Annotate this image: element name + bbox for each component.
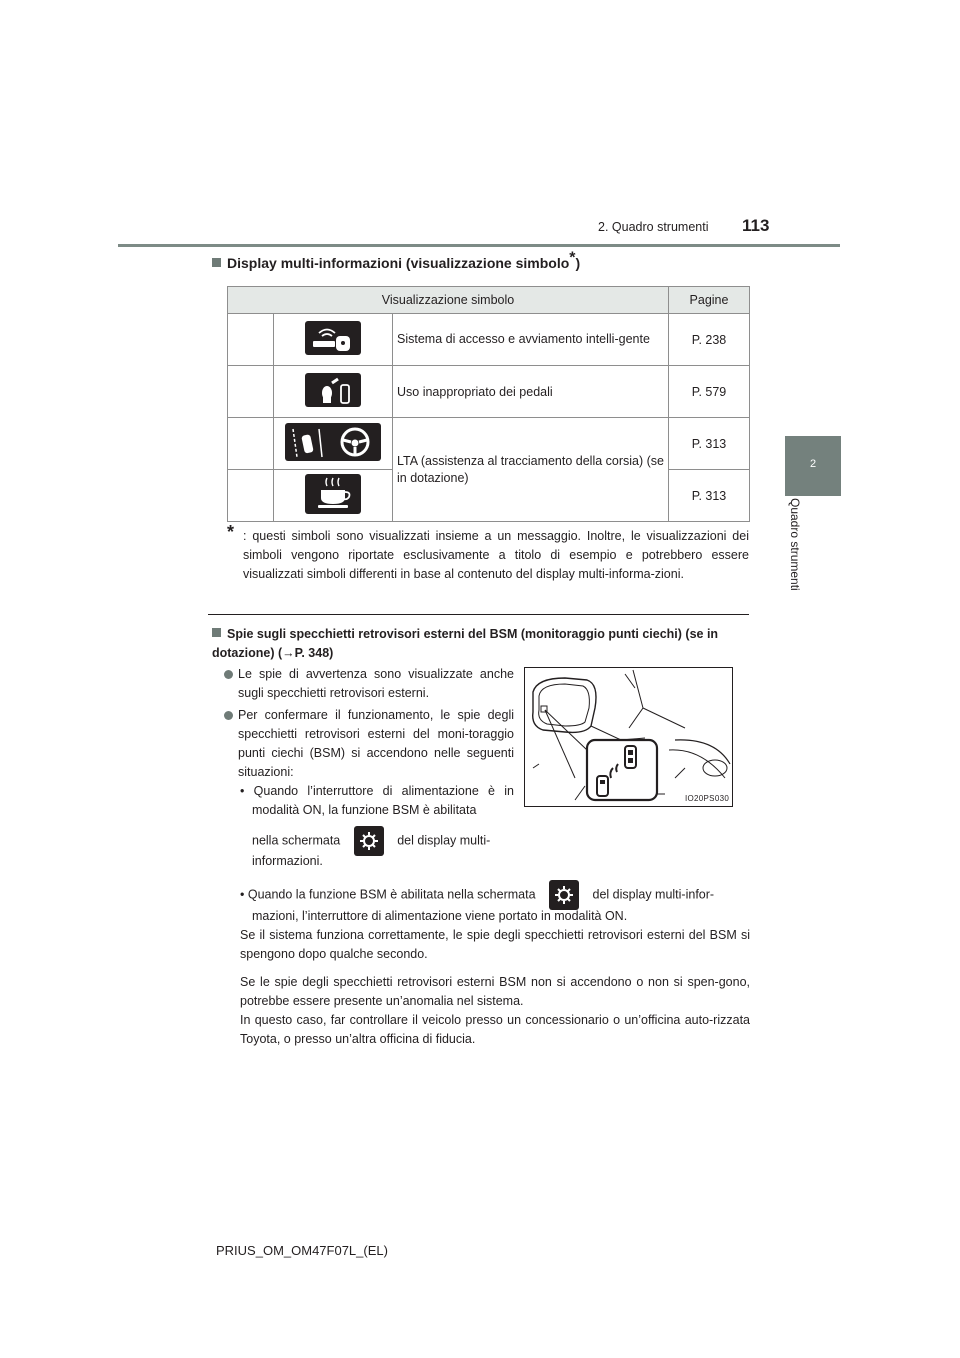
table-cell-icon [274, 314, 393, 366]
display-title-star: * [569, 249, 576, 267]
figure-code: IO20PS030 [685, 794, 730, 803]
bsm-title-text: Spie sugli specchietti retrovisori esterni del BSM (monitoraggio punti ciechi) (se in dotazione) (→P. 348) [212, 627, 719, 660]
table-cell-empty [228, 314, 274, 366]
table-cell-empty [228, 470, 274, 522]
page-number: 113 [742, 216, 770, 235]
header-symbol: Visualizzazione simbolo [228, 287, 669, 314]
bsm-para-3: In questo caso, far controllare il veicolo presso un concessionario o un’officina auto-rizzata Toyota, o presso un’altra officina di fiducia. [240, 1013, 750, 1046]
footnote-text: : questi simboli sono visualizzati insieme a un messaggio. Inoltre, le visualizzazioni dei simboli vengono riportate esclusivamente a titolo di esempio e potrebbero essere visualizzati simboli differenti in base al contenuto del display multi-informa-zioni. [243, 529, 749, 581]
section-divider [208, 614, 749, 615]
row-description: LTA (assistenza al tracciamento della corsia) (se in dotazione) [397, 453, 665, 485]
table-cell-page: P. 238 [669, 314, 750, 366]
table-row [228, 366, 750, 418]
bsm-sub-1 [240, 782, 514, 820]
display-section-title [212, 249, 581, 271]
chapter-tab [785, 436, 841, 496]
table-cell-desc: Uso inappropriato dei pedali [393, 366, 669, 418]
mirror-drawing [525, 668, 732, 806]
bsm-para-1: Se il sistema funziona correttamente, le spie degli specchietti retrovisori esterni del BSM si spengono dopo qualche secondo. [240, 928, 750, 961]
settings-gear-icon [354, 826, 384, 856]
bsm-sub-1-end: informazioni. [252, 854, 323, 868]
bsm-sub-2 [240, 880, 750, 910]
footnote-star: * [227, 522, 235, 542]
bsm-mirror-illustration [524, 667, 733, 807]
coffee-cup-icon [305, 474, 361, 514]
square-bullet-icon [212, 628, 221, 637]
table-cell-desc [393, 314, 669, 366]
bullet-item [224, 665, 514, 703]
sub-item-text: del display multi-infor- [592, 887, 715, 902]
bullet-text: Per confermare il funzionamento, le spie degli specchietti retrovisori esterni del moni-toraggio punti ciechi (BSM) si accendono nelle seguenti situazioni: [238, 708, 514, 779]
section-title: 2. Quadro strumenti [598, 220, 709, 234]
table-cell-page: P. 313 [669, 470, 750, 522]
table-row [228, 418, 750, 470]
display-title-text: Display multi-informazioni (visualizzazione simbolo [227, 255, 570, 271]
table-cell-page: P. 579 [669, 366, 750, 418]
smart-key-icon [305, 321, 361, 355]
bsm-section-title [212, 625, 752, 663]
bullet-item [224, 706, 514, 782]
table-header-row [228, 287, 750, 314]
header-rule [118, 244, 840, 247]
display-title-end: ) [575, 255, 581, 271]
sub-item-text: • Quando la funzione BSM è abilitata nella schermata [240, 887, 536, 902]
bullet-text: Le spie di avvertenza sono visualizzate anche sugli specchietti retrovisori esterni. [238, 667, 514, 700]
table-cell-icon [274, 470, 393, 522]
table-cell-empty [228, 366, 274, 418]
display-section-heading [212, 249, 581, 271]
chapter-label [778, 498, 808, 658]
row-description: Sistema di accesso e avviamento intelli-gente [397, 332, 650, 346]
table-cell-icon [274, 366, 393, 418]
sub-item-text: • Quando l’interruttore di alimentazione è in modalità ON, la funzione BSM è abilitata [240, 784, 514, 817]
settings-gear-icon [549, 880, 579, 910]
pedal-misuse-icon [305, 373, 361, 407]
symbol-table [227, 286, 750, 522]
bsm-bullet-2 [224, 706, 514, 782]
bsm-bullet-1 [224, 665, 514, 703]
chapter-label-text: Quadro strumenti [788, 498, 802, 591]
square-bullet-icon [212, 258, 221, 267]
table-cell-empty [228, 418, 274, 470]
table-cell-icon [274, 418, 393, 470]
sub-item-text: nella schermata [252, 833, 341, 848]
round-bullet-icon [224, 711, 233, 720]
table-row [228, 314, 750, 366]
table-cell-desc [393, 418, 669, 522]
footnote [227, 522, 749, 584]
bsm-para-2: Se le spie degli specchietti retrovisori esterni BSM non si accendono o non si spen-gono, potrebbe essere presente un’anomalia nel sistema. [240, 975, 750, 1008]
table-cell-page: P. 313 [669, 418, 750, 470]
bsm-sub-2-end: mazioni, l’interruttore di alimentazione viene portato in modalità ON. [252, 909, 628, 923]
round-bullet-icon [224, 670, 233, 679]
footnote-body [227, 522, 749, 584]
document-code: PRIUS_OM_OM47F07L_(EL) [216, 1243, 388, 1258]
header-pages: Pagine [669, 287, 750, 314]
chapter-number: 2 [809, 458, 817, 470]
sub-item-text: del display multi- [397, 833, 491, 848]
lta-steering-icon [285, 423, 381, 461]
